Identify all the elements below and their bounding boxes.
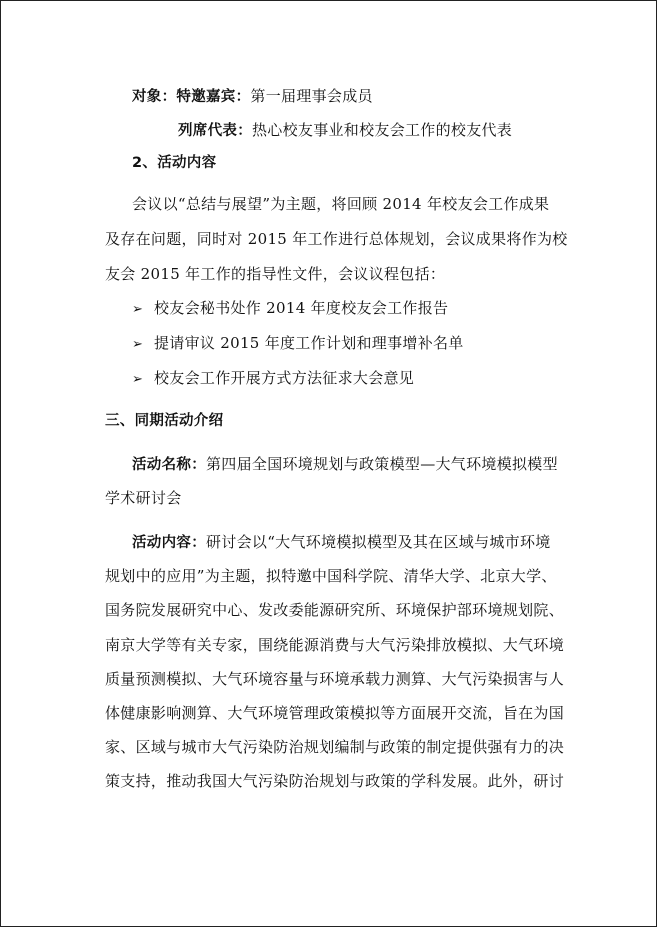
- section2-intro-line3: 友会 2015 年工作的指导性文件，会议议程包括：: [105, 265, 446, 283]
- activity-content-line: 质量预测模拟、大气环境容量与环境承载力测算、大气污染损害与人: [105, 670, 565, 688]
- activity-content-line: 体健康影响测算、大气环境管理政策模拟等方面展开交流，旨在为国: [105, 704, 565, 722]
- agenda-item: [132, 332, 464, 356]
- section2-heading: 2、活动内容: [132, 155, 217, 171]
- agenda-item: [132, 367, 414, 391]
- attendees-label: 对象：: [132, 89, 177, 105]
- representatives-value: 热心校友事业和校友会工作的校友代表: [252, 121, 513, 139]
- arrow-bullet-icon: ➢: [132, 337, 144, 352]
- activity-content-line: 南京大学等有关专家，围绕能源消费与大气污染排放模拟、大气环境: [105, 636, 565, 654]
- activity-content-line: 家、区域与城市大气污染防治规划编制与政策的制定提供强有力的决: [105, 738, 565, 756]
- attendees-rep-row: [178, 119, 512, 142]
- activity-content-line: 研讨会以“大气环境模拟模型及其在区域与城市环境: [206, 533, 551, 551]
- invited-guests-value: 第一届理事会成员: [250, 87, 373, 105]
- invited-guests-label: 特邀嘉宾：: [176, 89, 251, 105]
- activity-name-value: 第四届全国环境规划与政策模型—大气环境模拟模型: [206, 455, 558, 473]
- agenda-item-text: 校友会工作开展方式方法征求大会意见: [154, 369, 415, 387]
- agenda-item: [132, 297, 448, 321]
- activity-name-line2: 学术研讨会: [105, 489, 182, 507]
- agenda-item-text: 提请审议 2015 年度工作计划和理事增补名单: [154, 334, 464, 352]
- activity-content-line: 国务院发展研究中心、发改委能源研究所、环境保护部环境规划院、: [105, 601, 565, 619]
- activity-content-row: [132, 531, 551, 554]
- activity-name-label: 活动名称：: [132, 457, 206, 473]
- activity-content-line: 规划中的应用”为主题，拟特邀中国科学院、清华大学、北京大学、: [105, 567, 557, 585]
- section2-intro-line2: 及存在问题，同时对 2015 年工作进行总体规划，会议成果将作为校: [105, 230, 568, 248]
- arrow-bullet-icon: ➢: [132, 302, 144, 317]
- activity-content-line: 策支持，推动我国大气污染防治规划与政策的学科发展。此外，研讨: [105, 772, 565, 790]
- arrow-bullet-icon: ➢: [132, 372, 144, 387]
- section3-heading: 三、同期活动介绍: [105, 413, 224, 429]
- activity-name-row: [132, 453, 558, 476]
- representatives-label: 列席代表：: [178, 123, 252, 139]
- activity-content-label: 活动内容：: [132, 535, 206, 551]
- agenda-item-text: 校友会秘书处作 2014 年度校友会工作报告: [154, 299, 449, 317]
- section2-intro-line1: 会议以“总结与展望”为主题，将回顾 2014 年校友会工作成果: [132, 195, 550, 213]
- attendees-invited-row: [132, 85, 373, 108]
